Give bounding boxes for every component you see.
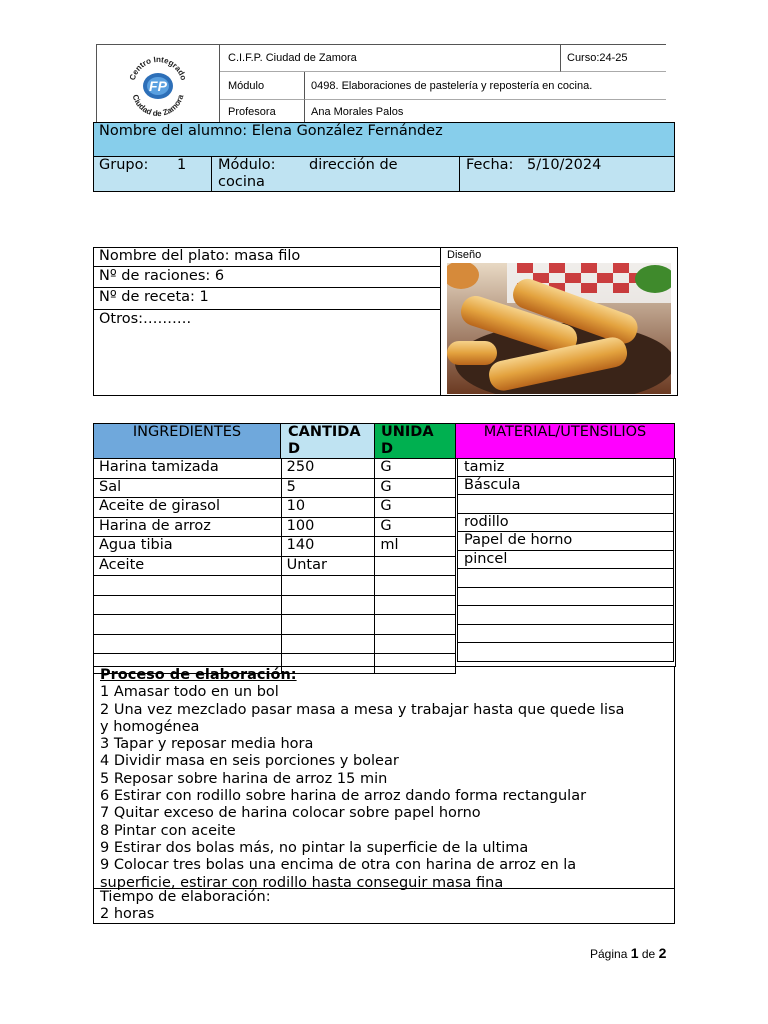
table-row: [94, 615, 456, 635]
process-step: 9 Colocar tres bolas una encima de otra con harina de arroz en la: [100, 857, 577, 874]
table-row: [94, 517, 456, 537]
school-logo: [96, 44, 220, 124]
student-name: Nombre del alumno: Elena González Fernández: [93, 122, 675, 157]
logo-text-bottom: Ciudad de Zamora: [130, 93, 186, 119]
header-unit: [374, 423, 456, 459]
divider-2: [459, 156, 460, 192]
time-label: Tiempo de elaboración:: [100, 889, 271, 905]
cell-ingredient: Aceite: [94, 556, 282, 576]
cell-ingredient: Harina de arroz: [94, 517, 282, 537]
module-student-value-cont: cocina: [218, 174, 265, 190]
table-row: [94, 537, 456, 557]
process-step: 4 Dividir masa en seis porciones y bolear: [100, 753, 399, 770]
header-ingredients: [93, 423, 281, 459]
logo-text-top: Centro Integrado: [127, 54, 189, 82]
dish-name: Nombre del plato: masa filo: [94, 247, 440, 267]
header-material: [455, 423, 675, 459]
cell-quantity: 140: [281, 537, 375, 557]
header-unit-line2: D: [381, 441, 394, 457]
cell-material: tamiz: [457, 458, 674, 477]
cell-material: rodillo: [457, 514, 674, 533]
cell-ingredient: Sal: [94, 478, 282, 498]
cell-quantity: [281, 615, 375, 635]
cell-quantity: 10: [281, 498, 375, 518]
page-word: Página: [590, 947, 628, 961]
course-label: Curso:24-25: [560, 44, 666, 72]
cell-unit: [375, 576, 456, 596]
group-label: Grupo:: [99, 157, 149, 173]
page-total: 2: [658, 945, 667, 961]
cell-quantity: [281, 634, 375, 654]
cell-material: pincel: [457, 551, 674, 570]
process-box: [93, 666, 675, 889]
date-label: Fecha:: [466, 157, 514, 173]
school-name: C.I.F.P. Ciudad de Zamora: [220, 44, 560, 72]
cell-unit: ml: [375, 537, 456, 557]
cell-material: [457, 495, 674, 514]
date-value: 5/10/2024: [527, 157, 602, 173]
table-row: [94, 459, 456, 479]
cell-material: [457, 643, 674, 662]
materials-column: [455, 458, 676, 667]
module-value: 0498. Elaboraciones de pastelería y repostería en cocina.: [304, 72, 666, 100]
page-footer: [590, 945, 690, 961]
table-row: [94, 595, 456, 615]
logo-letters: FP: [149, 78, 167, 94]
process-step: 3 Tapar y reposar media hora: [100, 736, 314, 753]
table-row: [94, 498, 456, 518]
process-title: Proceso de elaboración:: [100, 667, 297, 683]
divider-1: [211, 156, 212, 192]
process-step: y homogénea: [100, 718, 200, 735]
cell-quantity: Untar: [281, 556, 375, 576]
time-value: 2 horas: [100, 906, 155, 922]
table-row: [94, 478, 456, 498]
cell-ingredient: Aceite de girasol: [94, 498, 282, 518]
teacher-label: Profesora: [228, 106, 276, 118]
header-ingredients-label: INGREDIENTES: [132, 424, 242, 440]
cell-material: Papel de horno: [457, 532, 674, 551]
process-step: 6 Estirar con rodillo sobre harina de arroz dando forma rectangular: [100, 788, 587, 805]
process-step: 9 Estirar dos bolas más, no pintar la superficie de la ultima: [100, 839, 529, 856]
cell-material: [457, 606, 674, 625]
cell-ingredient: [94, 615, 282, 635]
cell-unit: G: [375, 498, 456, 518]
cell-material: Báscula: [457, 477, 674, 496]
dish-rations: Nº de raciones: 6: [94, 267, 440, 288]
process-steps: [100, 684, 668, 892]
page-number: 1: [630, 945, 639, 961]
cell-ingredient: Harina tamizada: [94, 459, 282, 479]
cell-unit: [375, 634, 456, 654]
cell-ingredient: [94, 595, 282, 615]
teacher-value: Ana Morales Palos: [304, 100, 666, 124]
group-value: 1: [177, 157, 187, 173]
dish-others: Otros:……….: [99, 311, 192, 327]
cell-ingredient: [94, 634, 282, 654]
dish-photo: [447, 263, 671, 394]
cell-quantity: [281, 595, 375, 615]
module-label: Módulo: [220, 72, 304, 100]
process-step: 7 Quitar exceso de harina colocar sobre papel horno: [100, 805, 481, 822]
cell-quantity: 100: [281, 517, 375, 537]
process-step: 8 Pintar con aceite: [100, 822, 236, 839]
cell-quantity: 5: [281, 478, 375, 498]
process-step: 1 Amasar todo en un bol: [100, 684, 279, 701]
cell-quantity: 250: [281, 459, 375, 479]
ingredients-table: [93, 458, 456, 674]
cell-material: [457, 588, 674, 607]
cell-material: [457, 569, 674, 588]
cell-ingredient: Agua tibia: [94, 537, 282, 557]
header-unit-line1: UNIDA: [381, 424, 434, 440]
cell-unit: G: [375, 459, 456, 479]
time-box: [93, 888, 675, 924]
cell-unit: G: [375, 517, 456, 537]
header-quantity-line2: D: [288, 441, 301, 457]
module-student-label: Módulo:: [218, 157, 276, 173]
cell-unit: [375, 615, 456, 635]
cell-unit: [375, 556, 456, 576]
design-label: Diseño: [447, 249, 482, 261]
module-student-value: dirección de: [309, 157, 398, 173]
header-quantity: [280, 423, 375, 459]
logo-graphic: [96, 44, 220, 124]
table-row: [94, 576, 456, 596]
process-step: 2 Una vez mezclado pasar masa a mesa y trabajar hasta que quede lisa: [100, 701, 625, 718]
process-step: 5 Reposar sobre harina de arroz 15 min: [100, 770, 388, 787]
table-row: [94, 556, 456, 576]
header-material-label: MATERIAL/UTENSILIOS: [483, 424, 647, 440]
cell-unit: [375, 595, 456, 615]
cell-quantity: [281, 576, 375, 596]
header-quantity-line1: CANTIDA: [288, 424, 361, 440]
process-step: superficie, estirar con rodillo hasta conseguir masa fina: [100, 874, 504, 891]
cell-material: [457, 625, 674, 644]
cell-ingredient: [94, 576, 282, 596]
cell-unit: G: [375, 478, 456, 498]
dish-divider: [440, 247, 441, 396]
dish-recipe: Nº de receta: 1: [94, 288, 440, 310]
of-word: de: [641, 947, 656, 961]
table-row: [94, 634, 456, 654]
